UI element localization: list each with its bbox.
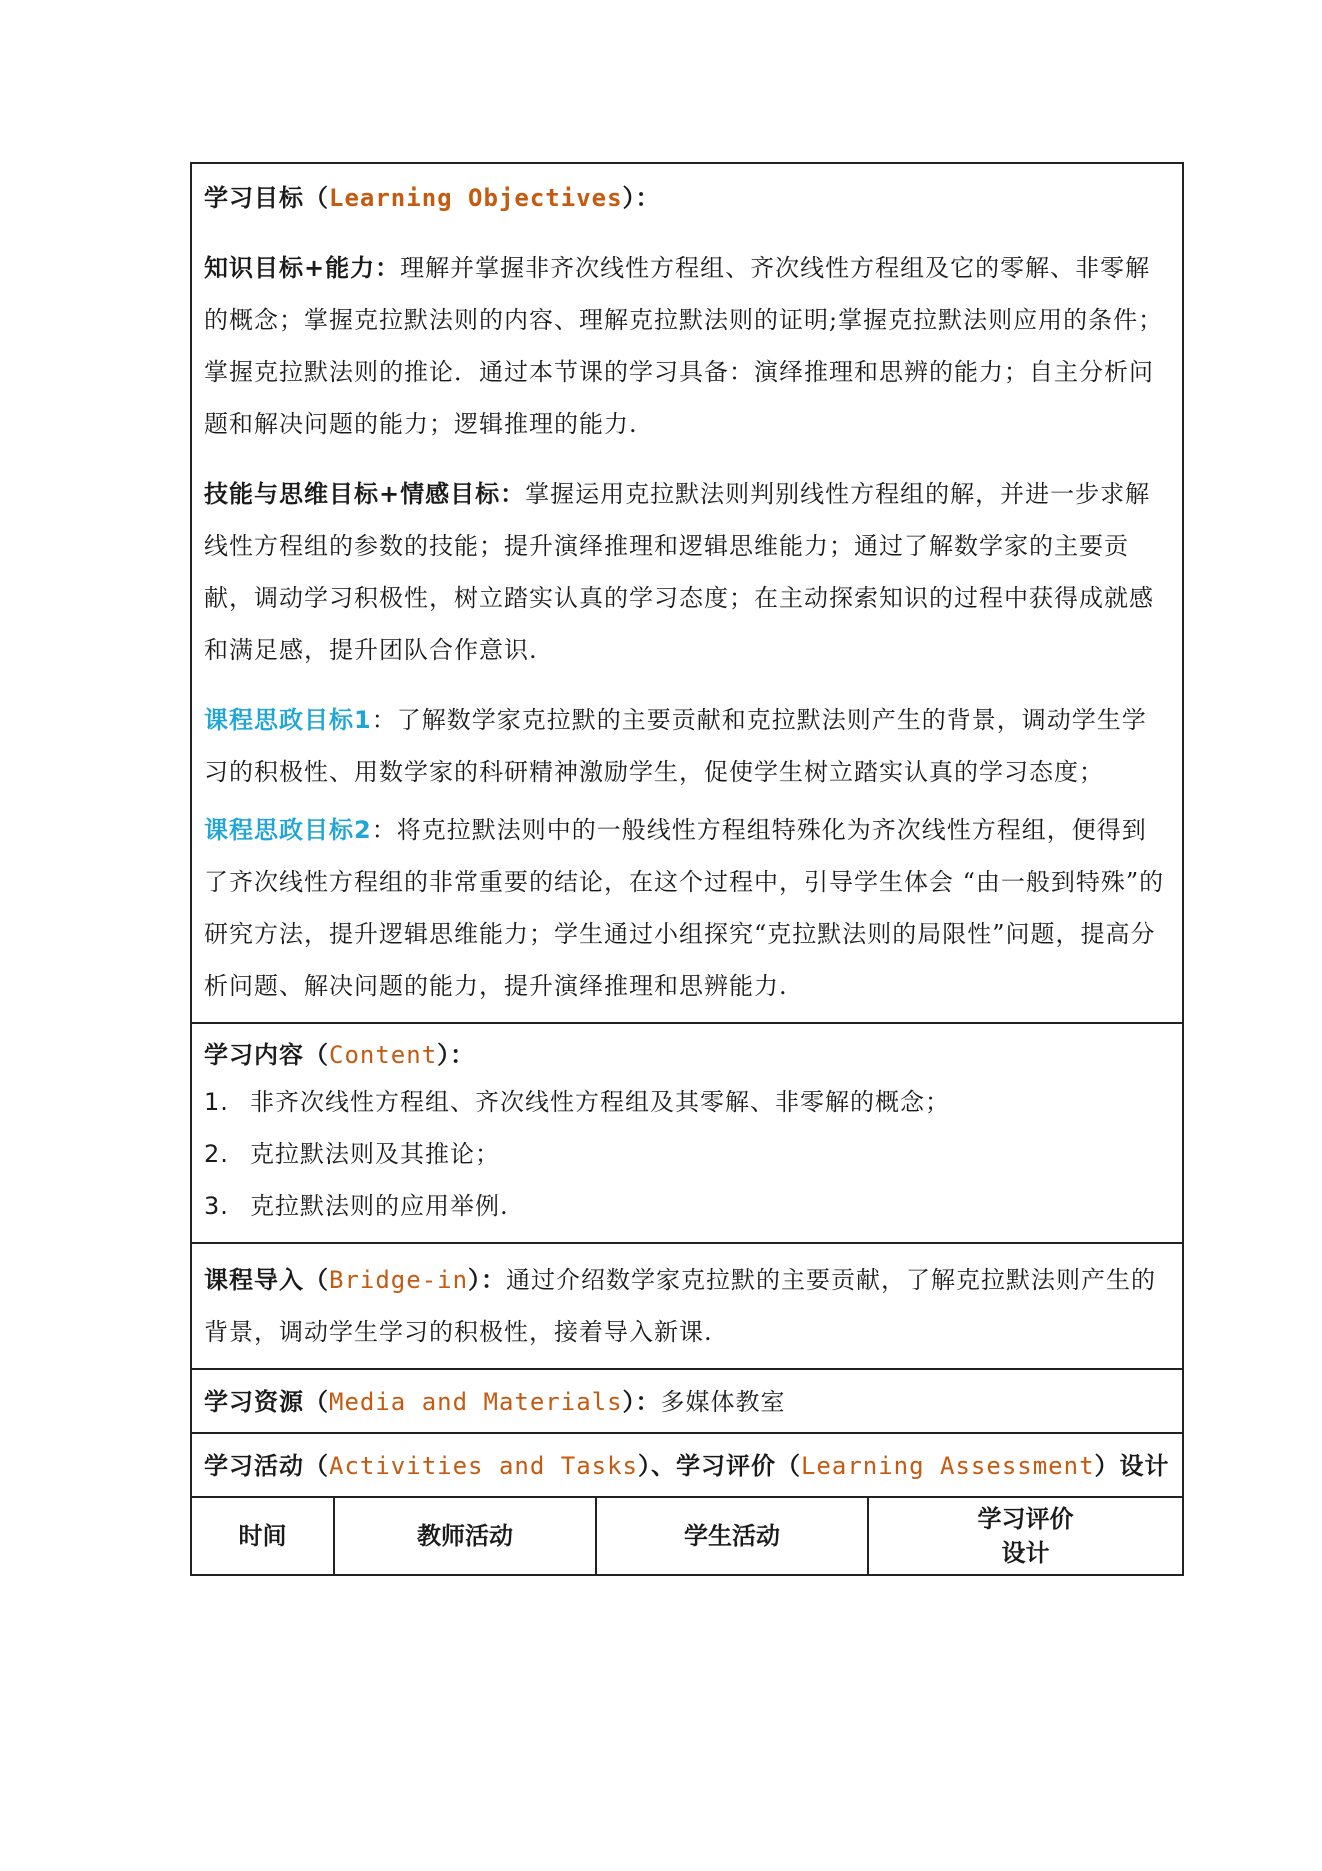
bridge-text: 通过介绍数学家克拉默的主要贡献，了解克拉默法则产生的背景，调动学生学习的积极性，接着导入新课. — [204, 1266, 1157, 1346]
media-text: 多媒体教室 — [660, 1388, 786, 1416]
content-list — [204, 1076, 1170, 1232]
content-heading-en: Content — [329, 1041, 438, 1069]
media-section — [192, 1370, 1182, 1434]
ideology-objective-1 — [204, 694, 1170, 798]
skill-text: 掌握运用克拉默法则判别线性方程组的解，并进一步求解线性方程组的参数的技能；提升演绎推理和逻辑思维能力；通过了解数学家的主要贡献，调动学习积极性，树立踏实认真的学习态度；在主动探索知识的过程中获得成就感和满足感，提升团队合作意识. — [204, 480, 1154, 664]
ideology-objective-2 — [204, 804, 1170, 1012]
objectives-section — [192, 164, 1182, 1024]
bridge-heading-en: Bridge-in — [329, 1266, 469, 1294]
ideology2-label: 课程思政目标2 — [204, 816, 372, 844]
media-heading-en: Media and Materials — [329, 1388, 623, 1416]
skill-objective — [204, 468, 1170, 676]
bridge-in-section — [192, 1244, 1182, 1370]
lesson-plan-table — [190, 162, 1184, 1576]
ideology1-label: 课程思政目标1 — [204, 706, 372, 734]
header-assessment-design: 学习评价 设计 — [977, 1505, 1074, 1567]
content-section — [192, 1024, 1182, 1244]
content-heading: 学习内容（Content）： — [204, 1041, 476, 1069]
activities-heading-en: Activities and Tasks — [329, 1452, 638, 1480]
objectives-heading-en: Learning Objectives — [329, 184, 623, 212]
list-item: 1. 非齐次线性方程组、齐次线性方程组及其零解、非零解的概念； — [204, 1088, 950, 1116]
activities-heading: 学习活动（Activities and Tasks）、学习评价（Learning Assessment）设计 — [204, 1452, 1170, 1480]
list-item: 2. 克拉默法则及其推论； — [204, 1140, 500, 1168]
media-paragraph: 学习资源（Media and Materials）：多媒体教室 — [204, 1388, 786, 1416]
list-item: 3. 克拉默法则的应用举例. — [204, 1192, 509, 1220]
header-teacher-activity: 教师活动 — [335, 1498, 597, 1574]
objectives-heading: 学习目标（Learning Objectives）： — [204, 184, 661, 212]
activities-section — [192, 1434, 1182, 1498]
knowledge-objective — [204, 242, 1170, 450]
skill-label: 技能与思维目标+情感目标： — [204, 480, 526, 508]
ideology1-text: ：了解数学家克拉默的主要贡献和克拉默法则产生的背景，调动学生学习的积极性、用数学家的科研精神激励学生，促使学生树立踏实认真的学习态度； — [204, 706, 1147, 786]
knowledge-text: 理解并掌握非齐次线性方程组、齐次线性方程组及它的零解、非零解的概念；掌握克拉默法则的内容、理解克拉默法则的证明;掌握克拉默法则应用的条件；掌握克拉默法则的推论．通过本节课的学习具备：演绎推理和思辨的能力；自主分析问题和解决问题的能力；逻辑推理的能力. — [204, 254, 1164, 438]
knowledge-label: 知识目标+能力： — [204, 254, 401, 282]
ideology2-text: ：将克拉默法则中的一般线性方程组特殊化为齐次线性方程组，便得到了齐次线性方程组的非常重要的结论，在这个过程中，引导学生体会 “由一般到特殊”的研究方法，提升逻辑思维能力；学生通过小组探究“克拉默法则的局限性”问题，提高分析问题、解决问题的能力，提升演绎推理和思辨能力. — [204, 816, 1165, 1000]
bridge-paragraph: 课程导入（Bridge-in）：通过介绍数学家克拉默的主要贡献，了解克拉默法则产生的背景，调动学生学习的积极性，接着导入新课. — [204, 1266, 1157, 1346]
assessment-heading-en: Learning Assessment — [800, 1452, 1095, 1480]
header-time: 时间 — [192, 1498, 335, 1574]
header-student-activity: 学生活动 — [597, 1498, 869, 1574]
activity-table-header — [192, 1498, 1182, 1574]
